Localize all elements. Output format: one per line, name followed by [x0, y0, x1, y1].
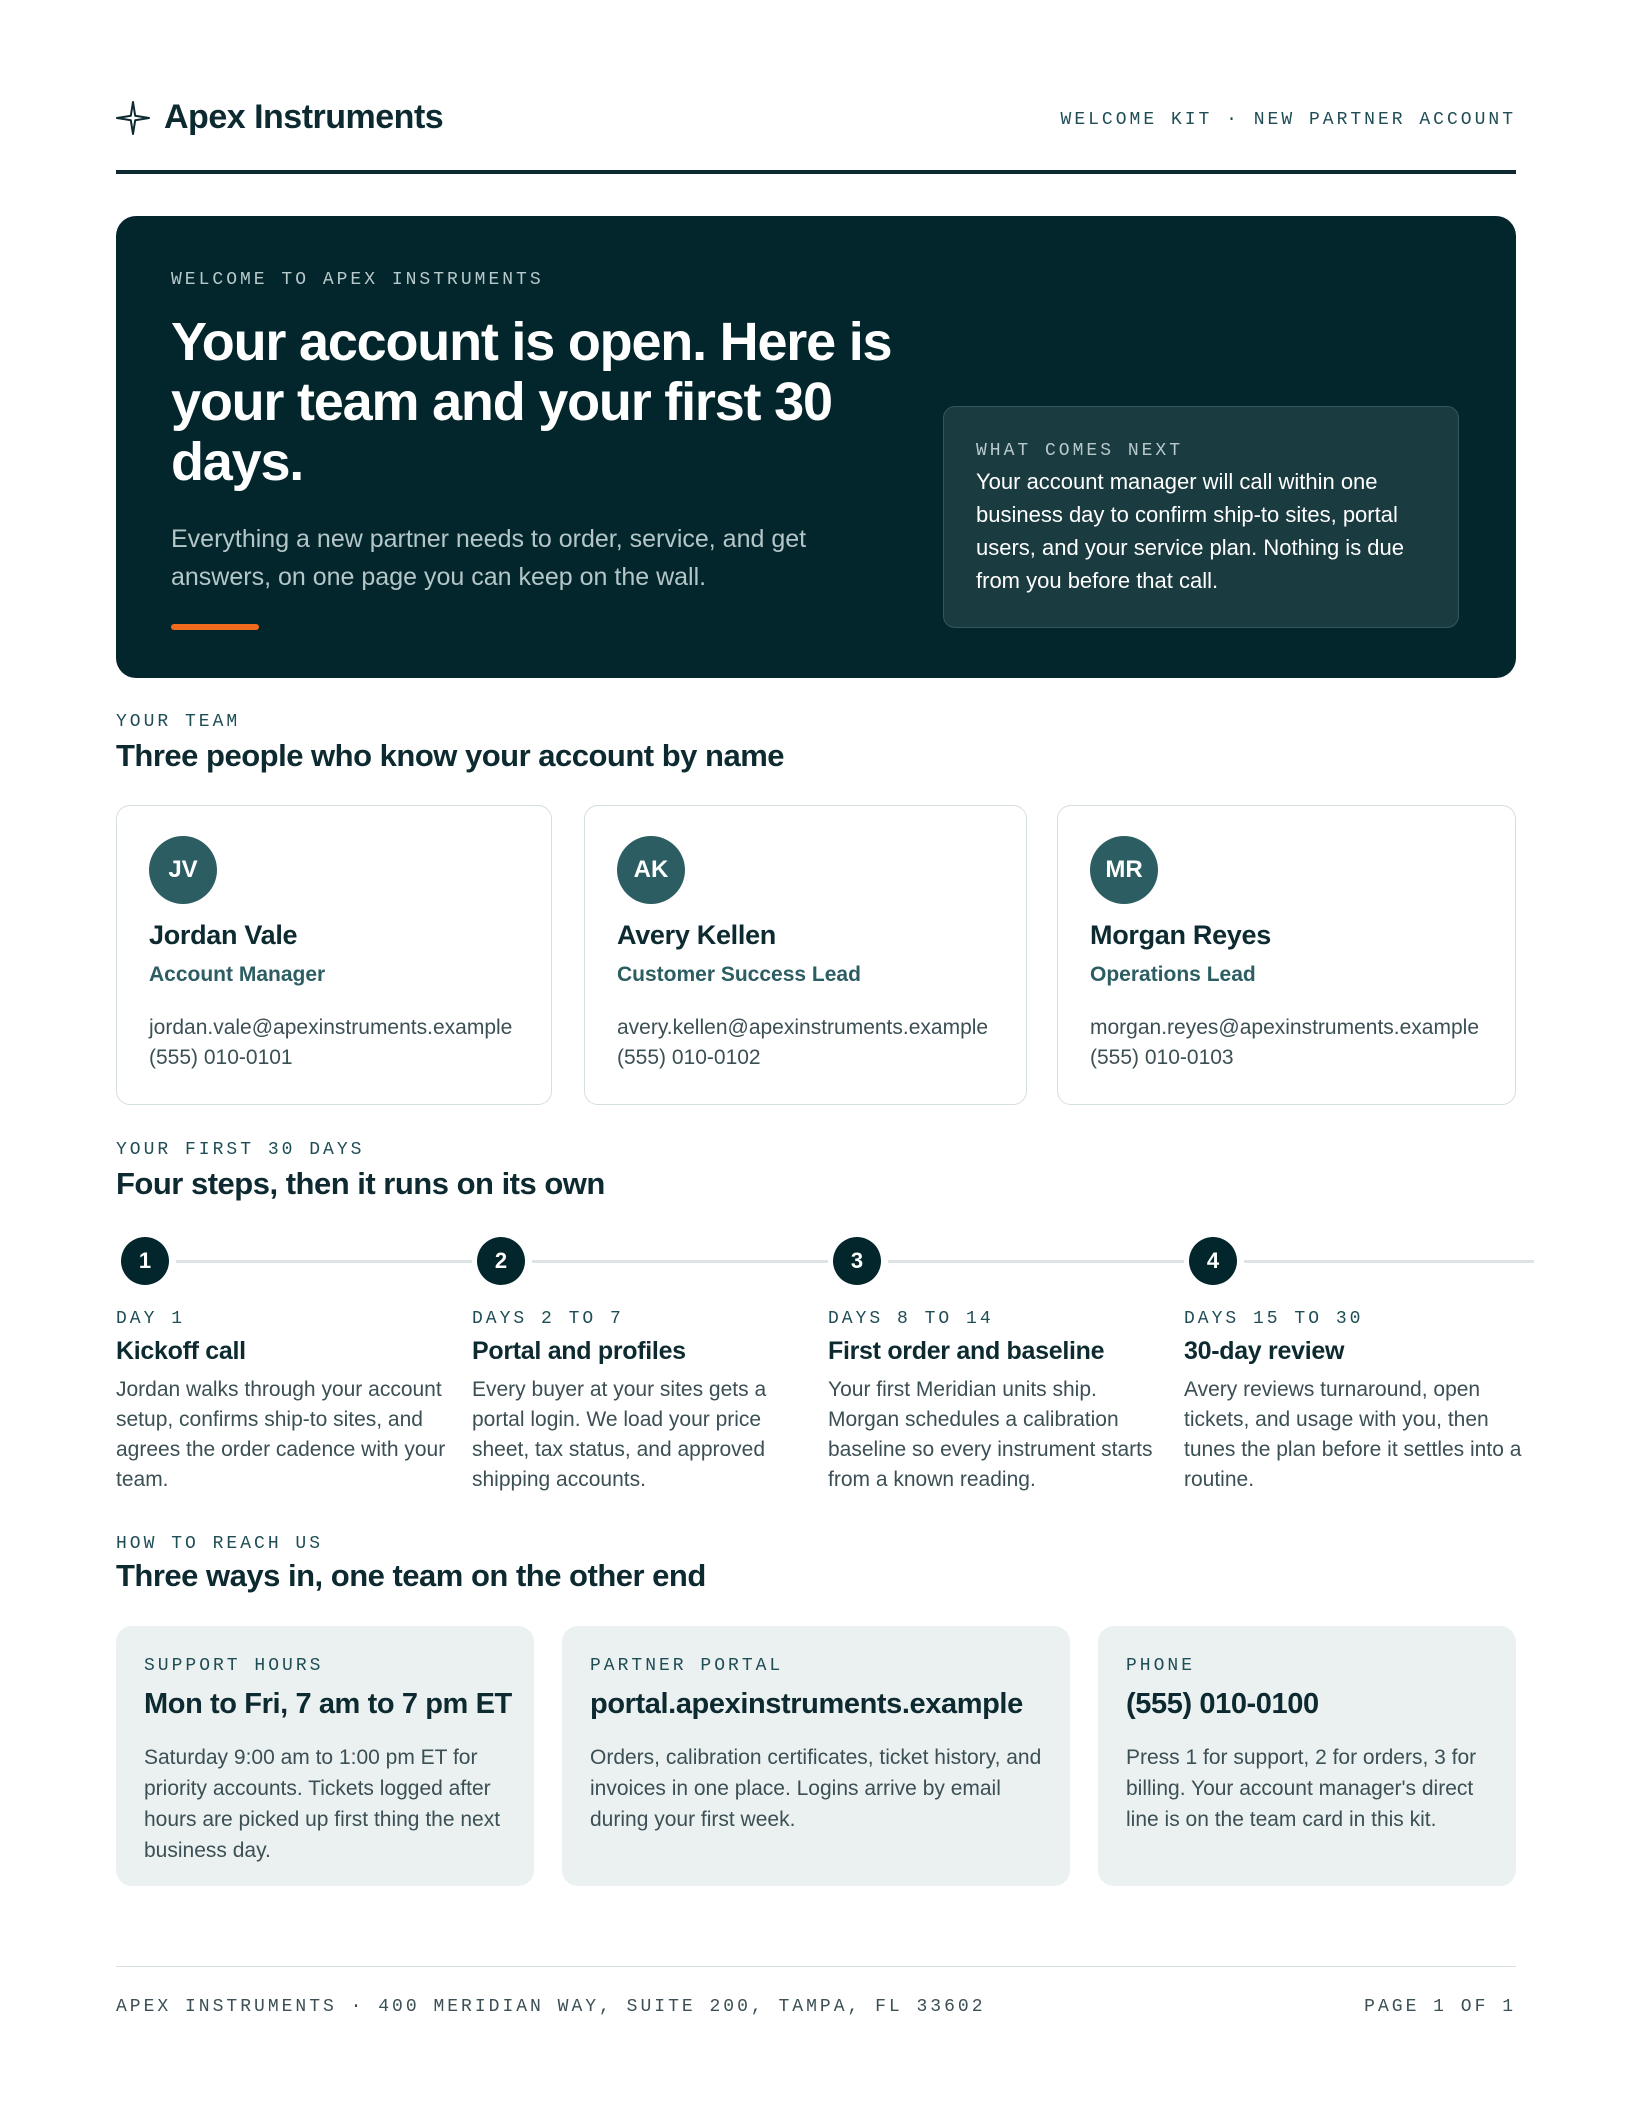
step-connector	[176, 1260, 472, 1263]
contact-text: Saturday 9:00 am to 1:00 pm ET for priority accounts. Tickets logged after hours are picked up first thing the next business day.	[144, 1746, 501, 1862]
member-name: Jordan Vale	[149, 920, 298, 950]
step-connector	[1244, 1260, 1534, 1263]
page-footer	[116, 1966, 1516, 2017]
hero-panel	[116, 216, 1516, 678]
team-card-jordan	[116, 805, 552, 1105]
hero-accent-bar	[171, 624, 259, 630]
partner-portal-card	[562, 1626, 1070, 1886]
member-email[interactable]: jordan.vale@apexinstruments.example	[149, 1016, 513, 1039]
avatar: AK	[617, 836, 685, 904]
member-role: Operations Lead	[1090, 963, 1256, 986]
four-point-star-icon	[116, 101, 150, 135]
member-email[interactable]: avery.kellen@apexinstruments.example	[617, 1016, 989, 1039]
portal-link[interactable]: portal.apexinstruments.example	[590, 1688, 1023, 1720]
contact-label: PHONE	[1126, 1656, 1196, 1676]
first30-eyebrow: YOUR FIRST 30 DAYS	[116, 1140, 365, 1160]
brand-name: Apex Instruments	[164, 98, 444, 136]
page-indicator: PAGE 1 OF 1	[1364, 1997, 1516, 2017]
what-comes-next-box	[943, 406, 1459, 628]
step-title: Portal and profiles	[472, 1337, 686, 1365]
team-eyebrow: YOUR TEAM	[116, 712, 241, 732]
step-number: 1	[121, 1237, 169, 1285]
step-days: DAYS 2 TO 7	[472, 1309, 624, 1329]
member-phone[interactable]: (555) 010-0103	[1090, 1046, 1234, 1069]
step-text: Every buyer at your sites gets a portal login. We load your price sheet, tax status, and approved shipping accounts.	[472, 1378, 767, 1491]
step-days: DAYS 8 TO 14	[828, 1309, 994, 1329]
brand	[116, 98, 443, 137]
member-name: Morgan Reyes	[1090, 920, 1271, 950]
reach-title: Three ways in, one team on the other end	[116, 1558, 706, 1593]
contact-text: Orders, calibration certificates, ticket history, and invoices in one place. Logins arrive by email during your first week.	[590, 1746, 1042, 1831]
member-phone[interactable]: (555) 010-0101	[149, 1046, 293, 1069]
hero-title: Your account is open. Here is your team and your first 30 days.	[171, 312, 892, 492]
step-connector	[888, 1260, 1184, 1263]
contact-label: SUPPORT HOURS	[144, 1656, 324, 1676]
avatar: MR	[1090, 836, 1158, 904]
contact-value: Mon to Fri, 7 am to 7 pm ET	[144, 1688, 512, 1720]
step-number: 4	[1189, 1237, 1237, 1285]
step-title: Kickoff call	[116, 1337, 246, 1365]
member-email[interactable]: morgan.reyes@apexinstruments.example	[1090, 1016, 1479, 1039]
header-tag: WELCOME KIT · NEW PARTNER ACCOUNT	[1060, 110, 1516, 130]
page-header	[116, 98, 1516, 174]
hero-eyebrow: WELCOME TO APEX INSTRUMENTS	[171, 270, 544, 290]
support-hours-card	[116, 1626, 534, 1886]
step-connector	[532, 1260, 828, 1263]
step-number: 3	[833, 1237, 881, 1285]
contact-text: Press 1 for support, 2 for orders, 3 for billing. Your account manager's direct line is on the team card in this kit.	[1126, 1746, 1477, 1831]
step-text: Jordan walks through your account setup, confirms ship-to sites, and agrees the order cadence with your team.	[116, 1378, 446, 1491]
hero-subtitle: Everything a new partner needs to order, service, and get answers, on one page you can keep on the wall.	[171, 525, 807, 591]
team-card-morgan	[1057, 805, 1516, 1105]
contact-label: PARTNER PORTAL	[590, 1656, 784, 1676]
step-text: Your first Meridian units ship. Morgan schedules a calibration baseline so every instrument starts from a known reading.	[828, 1378, 1153, 1491]
member-phone[interactable]: (555) 010-0102	[617, 1046, 761, 1069]
step-number: 2	[477, 1237, 525, 1285]
phone-card	[1098, 1626, 1516, 1886]
phone-number[interactable]: (555) 010-0100	[1126, 1688, 1319, 1720]
team-card-avery	[584, 805, 1027, 1105]
team-title: Three people who know your account by name	[116, 738, 785, 773]
next-text: Your account manager will call within one business day to confirm ship-to sites, portal users, and your service plan. Nothing is due from you before that call.	[976, 469, 1405, 593]
avatar: JV	[149, 836, 217, 904]
step-title: 30-day review	[1184, 1337, 1345, 1365]
step-days: DAY 1	[116, 1309, 186, 1329]
step-text: Avery reviews turnaround, open tickets, and usage with you, then tunes the plan before it settles into a routine.	[1184, 1378, 1522, 1491]
first30-title: Four steps, then it runs on its own	[116, 1166, 605, 1201]
member-name: Avery Kellen	[617, 920, 776, 950]
step-title: First order and baseline	[828, 1337, 1105, 1365]
reach-eyebrow: HOW TO REACH US	[116, 1534, 324, 1554]
member-role: Customer Success Lead	[617, 963, 861, 986]
footer-address: APEX INSTRUMENTS · 400 MERIDIAN WAY, SUITE 200, TAMPA, FL 33602	[116, 1997, 986, 2017]
member-role: Account Manager	[149, 963, 326, 986]
next-label: WHAT COMES NEXT	[976, 441, 1184, 461]
step-days: DAYS 15 TO 30	[1184, 1309, 1364, 1329]
